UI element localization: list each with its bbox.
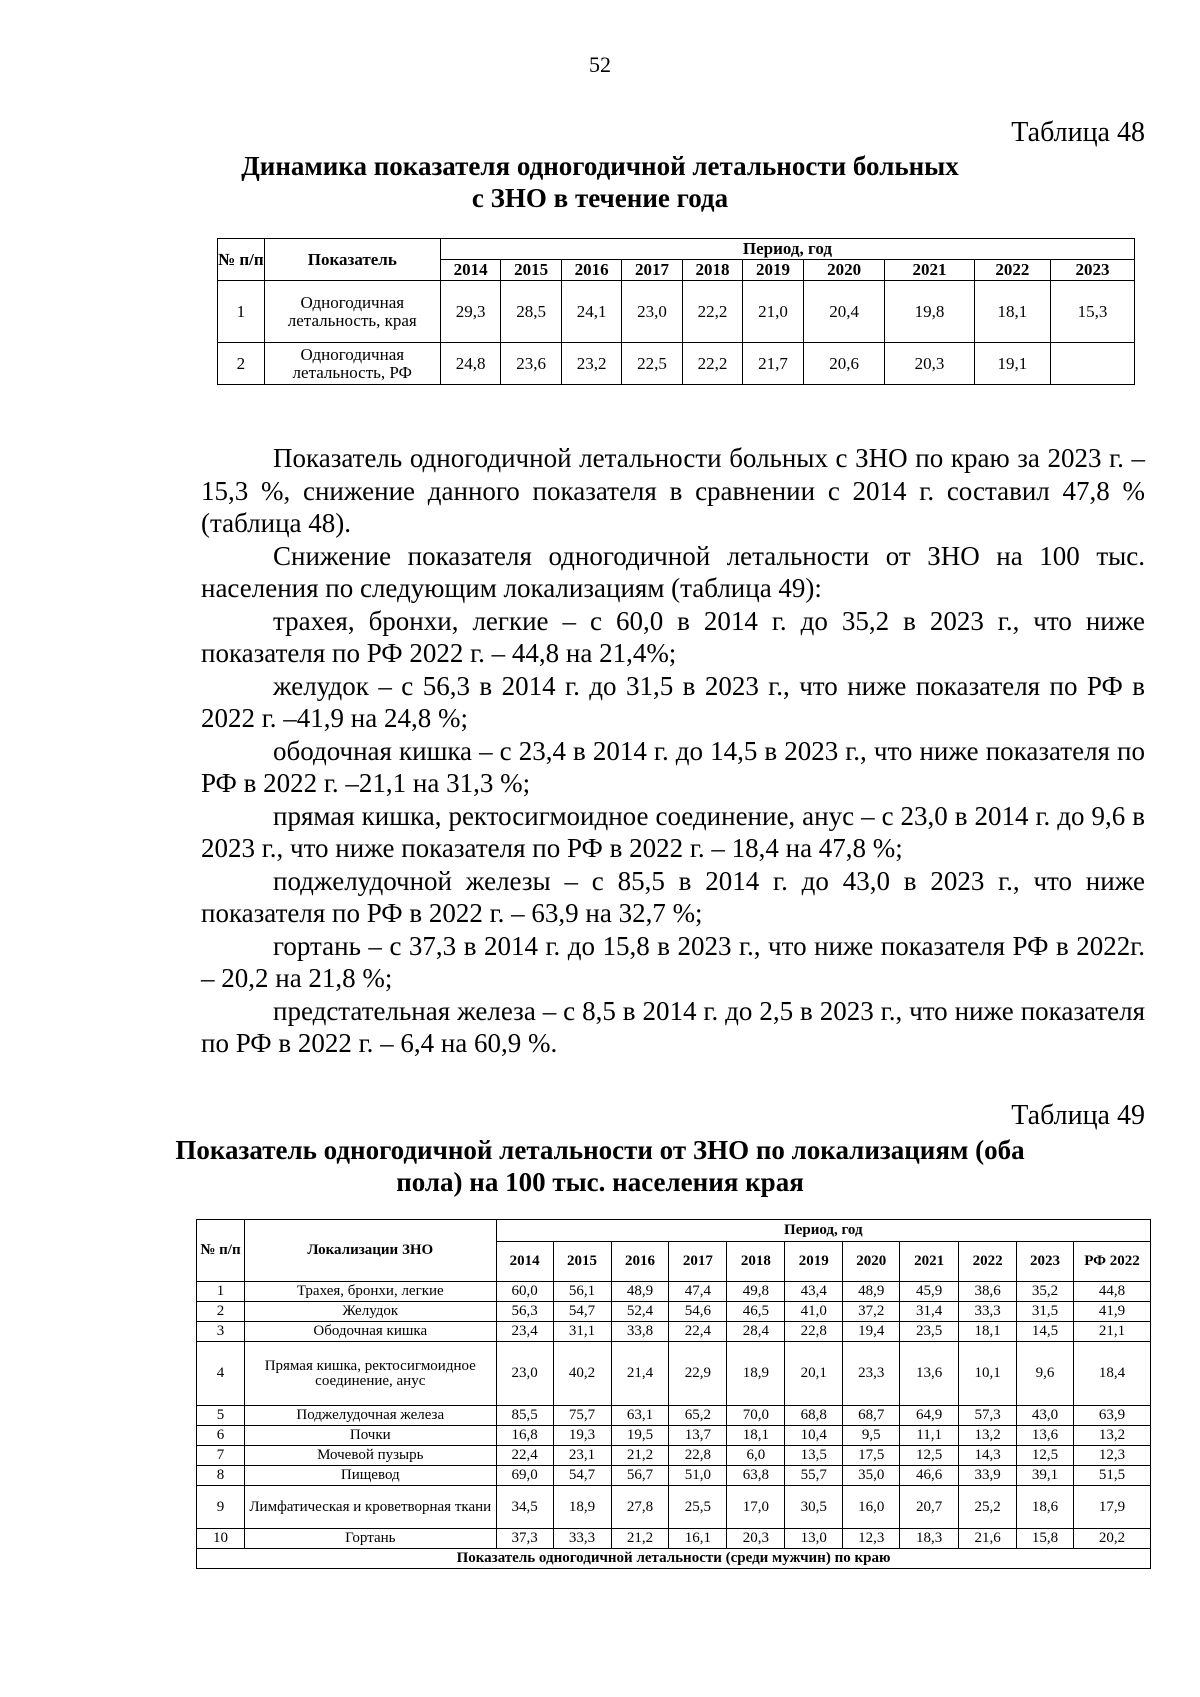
t49-cell-value: 18,3: [900, 1529, 959, 1549]
t48-cell-value: 24,1: [561, 281, 621, 343]
t49-cell-value: 25,2: [959, 1486, 1017, 1529]
t49-cell-value: 9,5: [843, 1426, 900, 1446]
t49-cell-value: 21,6: [959, 1529, 1017, 1549]
t49-cell-value: 21,4: [611, 1342, 669, 1406]
t48-cell-no: 2: [218, 343, 265, 385]
t48-cell-value: 19,1: [974, 343, 1050, 385]
t49-cell-value: 20,1: [785, 1342, 843, 1406]
t49-cell-value: 13,2: [959, 1426, 1017, 1446]
t49-cell-value: 22,8: [669, 1446, 727, 1466]
t49-cell-no: 9: [197, 1486, 245, 1529]
table-48-caption: Таблица 48: [1011, 117, 1145, 148]
t49-cell-value: 68,7: [843, 1406, 900, 1426]
t48-cell-value: 18,1: [974, 281, 1050, 343]
t49-cell-value: 65,2: [669, 1406, 727, 1426]
t49-cell-value: 51,5: [1074, 1466, 1151, 1486]
t48-cell-value: 23,6: [501, 343, 561, 385]
t49-cell-name: Пищевод: [244, 1466, 496, 1486]
t49-year-header: 2016: [611, 1242, 669, 1282]
t49-cell-value: 45,9: [900, 1282, 959, 1302]
t49-cell-value: 23,3: [843, 1342, 900, 1406]
paragraph: трахея, бронхи, легкие – с 60,0 в 2014 г. до 35,2 в 2023 г., что ниже показателя по РФ 2022 г. – 44,8 на 21,4%;: [201, 605, 1145, 668]
t48-year-header: 2017: [622, 260, 682, 281]
t49-cell-value: 13,5: [785, 1446, 843, 1466]
t49-cell-value: 31,1: [553, 1322, 611, 1342]
t48-year-header: 2021: [885, 260, 974, 281]
t49-year-header: 2019: [785, 1242, 843, 1282]
t49-cell-value: 16,8: [496, 1426, 553, 1446]
t49-cell-value: 70,0: [727, 1406, 785, 1426]
body-text: [201, 442, 1145, 1060]
t48-year-header: 2023: [1051, 260, 1135, 281]
t48-cell-no: 1: [218, 281, 265, 343]
t49-cell-value: 28,4: [727, 1322, 785, 1342]
t49-cell-value: 13,0: [785, 1529, 843, 1549]
table-48-title-line2: с ЗНО в течение года: [471, 183, 729, 213]
t49-cell-value: 54,7: [553, 1466, 611, 1486]
t48-cell-value: 22,5: [622, 343, 682, 385]
t48-year-header: 2019: [743, 260, 803, 281]
t49-year-header: 2021: [900, 1242, 959, 1282]
t48-header-indicator: Показатель: [264, 239, 440, 281]
t49-cell-no: 1: [197, 1282, 245, 1302]
t49-cell-value: 12,5: [1017, 1446, 1074, 1466]
paragraph: Снижение показателя одногодичной летальности от ЗНО на 100 тыс. населения по следующим локализациям (таблица 49):: [201, 540, 1145, 603]
t49-cell-value: 37,2: [843, 1302, 900, 1322]
t48-cell-value: 23,2: [561, 343, 621, 385]
t49-cell-value: 18,9: [553, 1486, 611, 1529]
t49-row: [197, 1426, 1151, 1446]
t49-cell-value: 54,7: [553, 1302, 611, 1322]
t49-cell-value: 49,8: [727, 1282, 785, 1302]
t49-row: [197, 1322, 1151, 1342]
t49-cell-value: 21,1: [1074, 1322, 1151, 1342]
t49-cell-value: 40,2: [553, 1342, 611, 1406]
t49-cell-value: 56,7: [611, 1466, 669, 1486]
t49-row: [197, 1342, 1151, 1406]
t49-cell-value: 63,1: [611, 1406, 669, 1426]
paragraph: ободочная кишка – с 23,4 в 2014 г. до 14,5 в 2023 г., что ниже показателя по РФ в 2022 г. –21,1 на 31,3 %;: [201, 735, 1145, 798]
t49-cell-value: 19,4: [843, 1322, 900, 1342]
t49-cell-value: 13,6: [900, 1342, 959, 1406]
t49-cell-value: 20,3: [727, 1529, 785, 1549]
t49-cell-value: 18,4: [1074, 1342, 1151, 1406]
t49-cell-value: 60,0: [496, 1282, 553, 1302]
t49-cell-value: 41,9: [1074, 1302, 1151, 1322]
t49-cell-value: 17,0: [727, 1486, 785, 1529]
t49-cell-value: 12,3: [843, 1529, 900, 1549]
paragraph: желудок – с 56,3 в 2014 г. до 31,5 в 2023 г., что ниже показателя по РФ в 2022 г. –41,9 на 24,8 %;: [201, 670, 1145, 733]
t48-year-header: 2018: [682, 260, 742, 281]
t49-cell-value: 18,1: [959, 1322, 1017, 1342]
t49-year-header: РФ 2022: [1074, 1242, 1151, 1282]
t48-cell-value: 20,3: [885, 343, 974, 385]
t49-cell-value: 30,5: [785, 1486, 843, 1529]
t49-cell-value: 85,5: [496, 1406, 553, 1426]
t49-cell-no: 8: [197, 1466, 245, 1486]
t49-cell-name: Ободочная кишка: [244, 1322, 496, 1342]
t49-cell-value: 37,3: [496, 1529, 553, 1549]
t49-cell-value: 14,3: [959, 1446, 1017, 1466]
t49-cell-value: 44,8: [1074, 1282, 1151, 1302]
t49-cell-no: 2: [197, 1302, 245, 1322]
t49-cell-name: Трахея, бронхи, легкие: [244, 1282, 496, 1302]
t49-header-period: Период, год: [496, 1220, 1150, 1242]
t49-cell-name: Прямая кишка, ректосигмоидное соединение, анус: [244, 1342, 496, 1406]
page-number: 52: [589, 52, 611, 77]
t49-year-header: 2018: [727, 1242, 785, 1282]
t49-year-header: 2020: [843, 1242, 900, 1282]
table-49-title: [150, 1134, 1050, 1198]
t49-cell-value: 22,4: [496, 1446, 553, 1466]
t49-cell-value: 43,4: [785, 1282, 843, 1302]
t49-cell-value: 20,7: [900, 1486, 959, 1529]
t48-cell-name: Одногодичная летальность, края: [264, 281, 440, 343]
t49-cell-value: 11,1: [900, 1426, 959, 1446]
t49-cell-value: 23,4: [496, 1322, 553, 1342]
table-49-title-line2: пола) на 100 тыс. населения края: [396, 1167, 804, 1197]
table-49: [196, 1219, 1151, 1569]
t49-cell-value: 20,2: [1074, 1529, 1151, 1549]
t49-cell-value: 35,0: [843, 1466, 900, 1486]
t48-cell-value: 22,2: [682, 281, 742, 343]
t48-cell-value: 21,7: [743, 343, 803, 385]
t49-cell-value: 22,9: [669, 1342, 727, 1406]
t49-cell-value: 33,9: [959, 1466, 1017, 1486]
t49-cell-value: 54,6: [669, 1302, 727, 1322]
t49-cell-value: 35,2: [1017, 1282, 1074, 1302]
t49-year-header: 2022: [959, 1242, 1017, 1282]
t49-cell-value: 31,4: [900, 1302, 959, 1322]
t49-cell-value: 13,6: [1017, 1426, 1074, 1446]
t48-year-header: 2016: [561, 260, 621, 281]
t49-cell-value: 56,3: [496, 1302, 553, 1322]
t49-cell-value: 39,1: [1017, 1466, 1074, 1486]
t49-cell-value: 48,9: [843, 1282, 900, 1302]
t49-cell-value: 10,1: [959, 1342, 1017, 1406]
t48-cell-value: 15,3: [1051, 281, 1135, 343]
t48-cell-name: Одногодичная летальность, РФ: [264, 343, 440, 385]
t49-row: [197, 1486, 1151, 1529]
t49-cell-value: 12,5: [900, 1446, 959, 1466]
t49-cell-value: 10,4: [785, 1426, 843, 1446]
t49-cell-value: 41,0: [785, 1302, 843, 1322]
table-48-title-line1: Динамика показателя одногодичной летальности больных: [241, 151, 959, 181]
t48-cell-value: 22,2: [682, 343, 742, 385]
t49-cell-value: 52,4: [611, 1302, 669, 1322]
t49-cell-value: 16,0: [843, 1486, 900, 1529]
t49-year-header: 2023: [1017, 1242, 1074, 1282]
t49-cell-value: 17,5: [843, 1446, 900, 1466]
t49-cell-value: 6,0: [727, 1446, 785, 1466]
table-49-caption: Таблица 49: [1011, 1100, 1145, 1131]
t49-cell-name: Почки: [244, 1426, 496, 1446]
t49-header-no: № п/п: [197, 1220, 245, 1282]
t49-year-header: 2015: [553, 1242, 611, 1282]
t49-row: [197, 1529, 1151, 1549]
t49-cell-value: 69,0: [496, 1466, 553, 1486]
t49-cell-value: 31,5: [1017, 1302, 1074, 1322]
t49-cell-value: 64,9: [900, 1406, 959, 1426]
t49-cell-value: 68,8: [785, 1406, 843, 1426]
t49-cell-value: 75,7: [553, 1406, 611, 1426]
t49-cell-value: 18,9: [727, 1342, 785, 1406]
t49-year-header: 2017: [669, 1242, 727, 1282]
t49-cell-value: 38,6: [959, 1282, 1017, 1302]
t48-header-period: Период, год: [440, 239, 1134, 260]
t49-cell-value: 27,8: [611, 1486, 669, 1529]
t49-footer-row: Показатель одногодичной летальности (среди мужчин) по краю: [197, 1549, 1151, 1569]
t48-row: [218, 281, 1135, 343]
t49-cell-value: 22,4: [669, 1322, 727, 1342]
t49-cell-value: 14,5: [1017, 1322, 1074, 1342]
t49-row: [197, 1446, 1151, 1466]
t49-cell-value: 33,8: [611, 1322, 669, 1342]
t49-cell-name: Желудок: [244, 1302, 496, 1322]
t49-row: [197, 1302, 1151, 1322]
t49-cell-value: 22,8: [785, 1322, 843, 1342]
t48-cell-value: 29,3: [440, 281, 500, 343]
t49-cell-value: 21,2: [611, 1529, 669, 1549]
table-49-title-line1: Показатель одногодичной летальности от ЗНО по локализациям (оба: [175, 1135, 1025, 1165]
t48-cell-value: 19,8: [885, 281, 974, 343]
t49-cell-value: 15,8: [1017, 1529, 1074, 1549]
t49-cell-value: 19,3: [553, 1426, 611, 1446]
t49-cell-value: 21,2: [611, 1446, 669, 1466]
t49-cell-value: 19,5: [611, 1426, 669, 1446]
paragraph: гортань – с 37,3 в 2014 г. до 15,8 в 2023 г., что ниже показателя РФ в 2022г. – 20,2 на 21,8 %;: [201, 930, 1145, 993]
t49-cell-value: 33,3: [553, 1529, 611, 1549]
table-48: [217, 238, 1135, 385]
t49-cell-value: 23,1: [553, 1446, 611, 1466]
t49-cell-value: 34,5: [496, 1486, 553, 1529]
t49-cell-name: Гортань: [244, 1529, 496, 1549]
t49-row: [197, 1282, 1151, 1302]
t49-cell-value: 46,6: [900, 1466, 959, 1486]
t49-year-header: 2014: [496, 1242, 553, 1282]
t49-cell-value: 56,1: [553, 1282, 611, 1302]
t48-cell-value: 24,8: [440, 343, 500, 385]
t49-header-localization: Локализации ЗНО: [244, 1220, 496, 1282]
t48-cell-value: 20,4: [803, 281, 885, 343]
t48-year-header: 2014: [440, 260, 500, 281]
paragraph: предстательная железа – с 8,5 в 2014 г. до 2,5 в 2023 г., что ниже показателя по РФ в 2022 г. – 6,4 на 60,9 %.: [201, 995, 1145, 1058]
t49-cell-value: 57,3: [959, 1406, 1017, 1426]
t48-cell-value: [1051, 343, 1135, 385]
paragraph: поджелудочной железы – с 85,5 в 2014 г. до 43,0 в 2023 г., что ниже показателя по РФ в 2022 г. – 63,9 на 32,7 %;: [201, 865, 1145, 928]
t49-cell-no: 4: [197, 1342, 245, 1406]
t49-cell-name: Лимфатическая и кроветворная ткани: [244, 1486, 496, 1529]
t49-cell-value: 63,9: [1074, 1406, 1151, 1426]
t49-cell-no: 3: [197, 1322, 245, 1342]
table-48-title: [150, 150, 1050, 214]
t49-cell-value: 63,8: [727, 1466, 785, 1486]
paragraph: прямая кишка, ректосигмоидное соединение, анус – с 23,0 в 2014 г. до 9,6 в 2023 г., что ниже показателя по РФ в 2022 г. – 18,4 на 47,8 %;: [201, 800, 1145, 863]
t48-year-header: 2020: [803, 260, 885, 281]
t49-cell-value: 13,2: [1074, 1426, 1151, 1446]
t48-row: [218, 343, 1135, 385]
t49-cell-no: 7: [197, 1446, 245, 1466]
t48-cell-value: 28,5: [501, 281, 561, 343]
t49-cell-value: 17,9: [1074, 1486, 1151, 1529]
t49-cell-value: 43,0: [1017, 1406, 1074, 1426]
t49-row: [197, 1466, 1151, 1486]
t49-cell-value: 51,0: [669, 1466, 727, 1486]
t49-cell-no: 6: [197, 1426, 245, 1446]
t49-cell-value: 48,9: [611, 1282, 669, 1302]
t49-row: [197, 1406, 1151, 1426]
t49-cell-value: 23,0: [496, 1342, 553, 1406]
t48-cell-value: 21,0: [743, 281, 803, 343]
t49-cell-value: 25,5: [669, 1486, 727, 1529]
t49-cell-value: 13,7: [669, 1426, 727, 1446]
t48-header-no: № п/п: [218, 239, 265, 281]
t48-year-header: 2015: [501, 260, 561, 281]
t49-cell-value: 12,3: [1074, 1446, 1151, 1466]
t49-cell-value: 47,4: [669, 1282, 727, 1302]
t49-cell-value: 46,5: [727, 1302, 785, 1322]
t49-cell-no: 5: [197, 1406, 245, 1426]
t49-cell-value: 18,6: [1017, 1486, 1074, 1529]
t49-cell-value: 9,6: [1017, 1342, 1074, 1406]
t49-cell-value: 18,1: [727, 1426, 785, 1446]
t49-cell-value: 23,5: [900, 1322, 959, 1342]
t49-cell-value: 55,7: [785, 1466, 843, 1486]
t48-cell-value: 23,0: [622, 281, 682, 343]
paragraph: Показатель одногодичной летальности больных с ЗНО по краю за 2023 г. – 15,3 %, снижение данного показателя в сравнении с 2014 г. составил 47,8 % (таблица 48).: [201, 443, 1145, 538]
t49-cell-value: 16,1: [669, 1529, 727, 1549]
t49-cell-value: 33,3: [959, 1302, 1017, 1322]
t49-cell-no: 10: [197, 1529, 245, 1549]
t49-cell-name: Поджелудочная железа: [244, 1406, 496, 1426]
t48-cell-value: 20,6: [803, 343, 885, 385]
t48-year-header: 2022: [974, 260, 1050, 281]
t49-cell-name: Мочевой пузырь: [244, 1446, 496, 1466]
